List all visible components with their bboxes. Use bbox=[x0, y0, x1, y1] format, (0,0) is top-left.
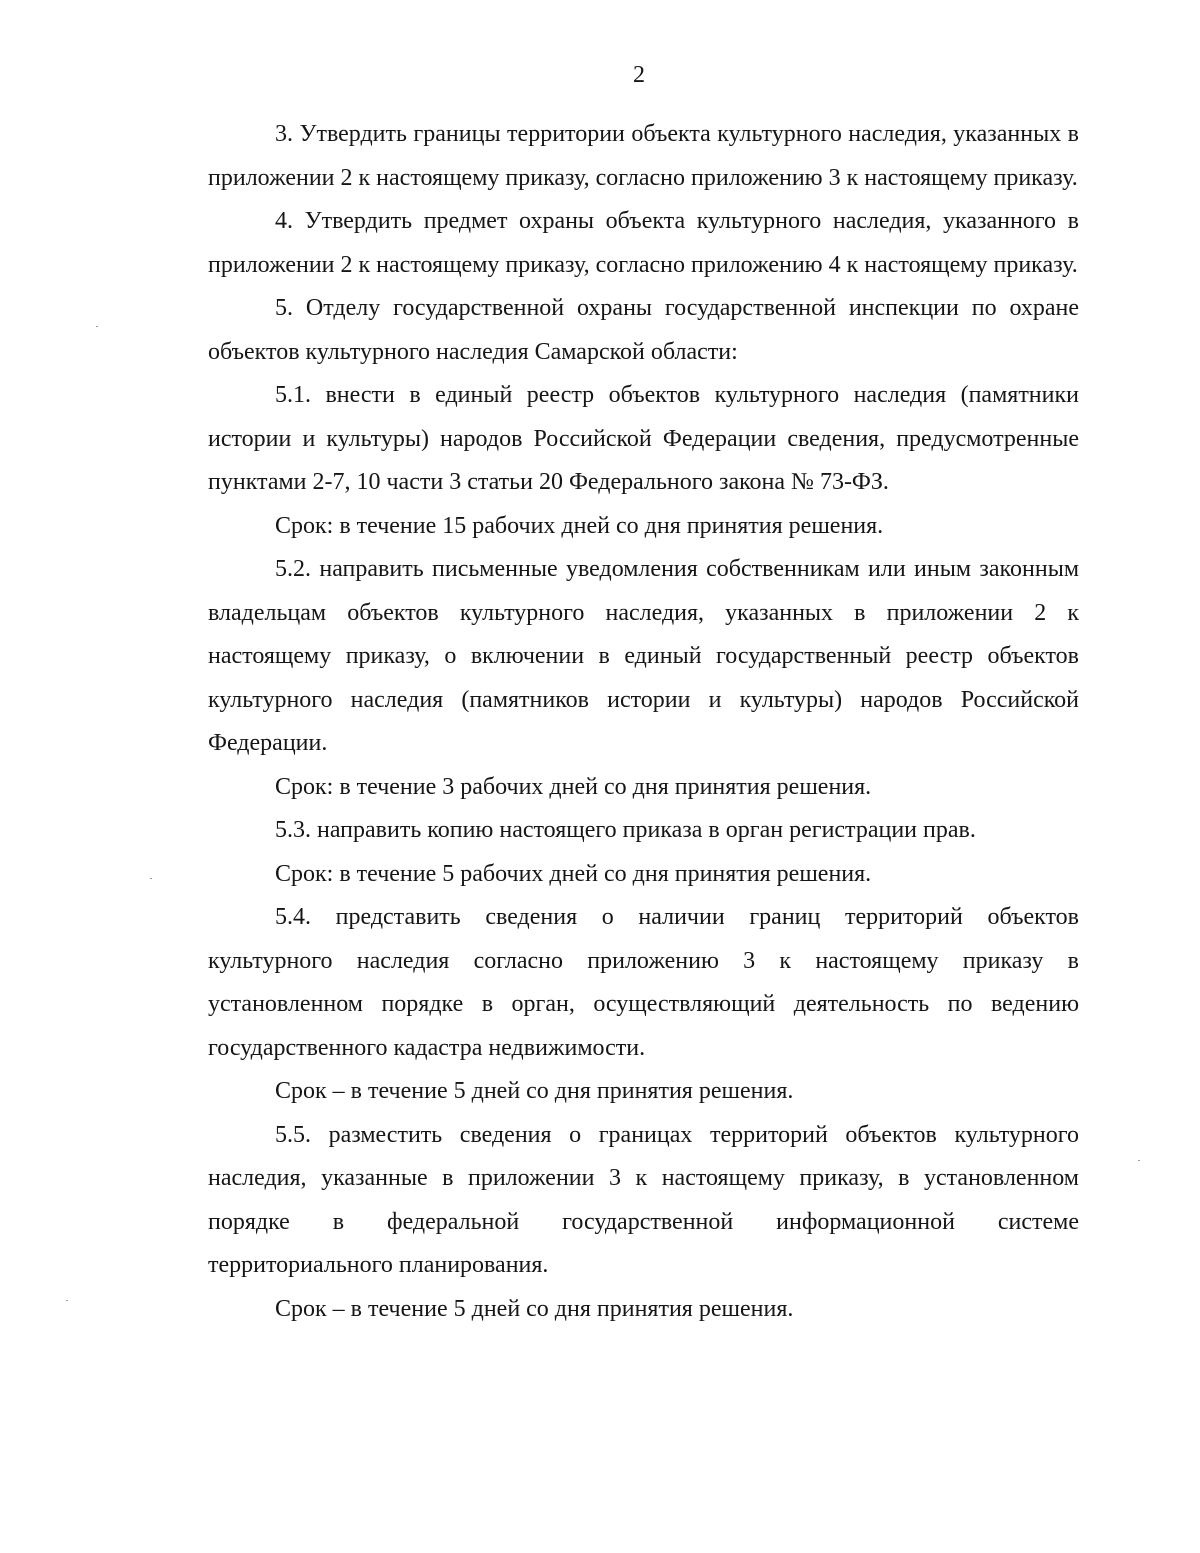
paragraph-5-2-term: Срок: в течение 3 рабочих дней со дня принятия решения. bbox=[275, 773, 872, 800]
paragraph-5-3: 5.3. направить копию настоящего приказа в орган регистрации прав. bbox=[275, 817, 976, 843]
paragraph-5-4-term: Срок – в течение 5 дней со дня принятия решения. bbox=[275, 1078, 794, 1104]
paragraph-5-5: 5.5. разместить сведения о границах территорий объектов культурного наследия, указанные в приложении 3 к настоящему приказу, в установленном порядке в федеральной государственной информационной системе территориального планирования. bbox=[208, 1121, 1079, 1278]
paragraph-5-3-term: Срок: в течение 5 рабочих дней со дня принятия решения. bbox=[275, 860, 872, 887]
paragraph-5-2: 5.2. направить письменные уведомления собственникам или иным законным владельцам объектов культурного наследия, указанных в приложении 2 к настоящему приказу, о включении в единый государственный реестр объектов культурного наследия (памятников истории и культуры) народов Российской Федерации. bbox=[208, 556, 1079, 756]
scan-speck bbox=[66, 1300, 68, 1301]
paragraph-5-4: 5.4. представить сведения о наличии границ территорий объектов культурного наследия согласно приложению 3 к настоящему приказу в установленном порядке в орган, осуществляющий деятельность по ведению государственного кадастра недвижимости. bbox=[208, 904, 1079, 1061]
scan-speck bbox=[1138, 1160, 1140, 1161]
paragraph-5-1-term: Срок: в течение 15 рабочих дней со дня принятия решения. bbox=[275, 512, 884, 539]
paragraph-4: 4. Утвердить предмет охраны объекта культурного наследия, указанного в приложении 2 к настоящему приказу, согласно приложению 4 к настоящему приказу. bbox=[208, 208, 1079, 278]
paragraph-3: 3. Утвердить границы территории объекта культурного наследия, указанных в приложении 2 к настоящему приказу, согласно приложению 3 к настоящему приказу. bbox=[208, 121, 1079, 191]
paragraph-5: 5. Отделу государственной охраны государственной инспекции по охране объектов культурного наследия Самарской области: bbox=[208, 295, 1079, 365]
paragraph-5-5-term: Срок – в течение 5 дней со дня принятия решения. bbox=[275, 1295, 794, 1322]
scan-speck bbox=[150, 878, 152, 879]
paragraph-5-1: 5.1. внести в единый реестр объектов культурного наследия (памятники истории и культуры) народов Российской Федерации сведения, предусмотренные пунктами 2-7, 10 части 3 статьи 20 Федерального закона № 73-ФЗ. bbox=[208, 382, 1079, 495]
scan-speck bbox=[96, 326, 98, 327]
page-number: 2 bbox=[633, 62, 645, 88]
document-body bbox=[208, 113, 1079, 1331]
